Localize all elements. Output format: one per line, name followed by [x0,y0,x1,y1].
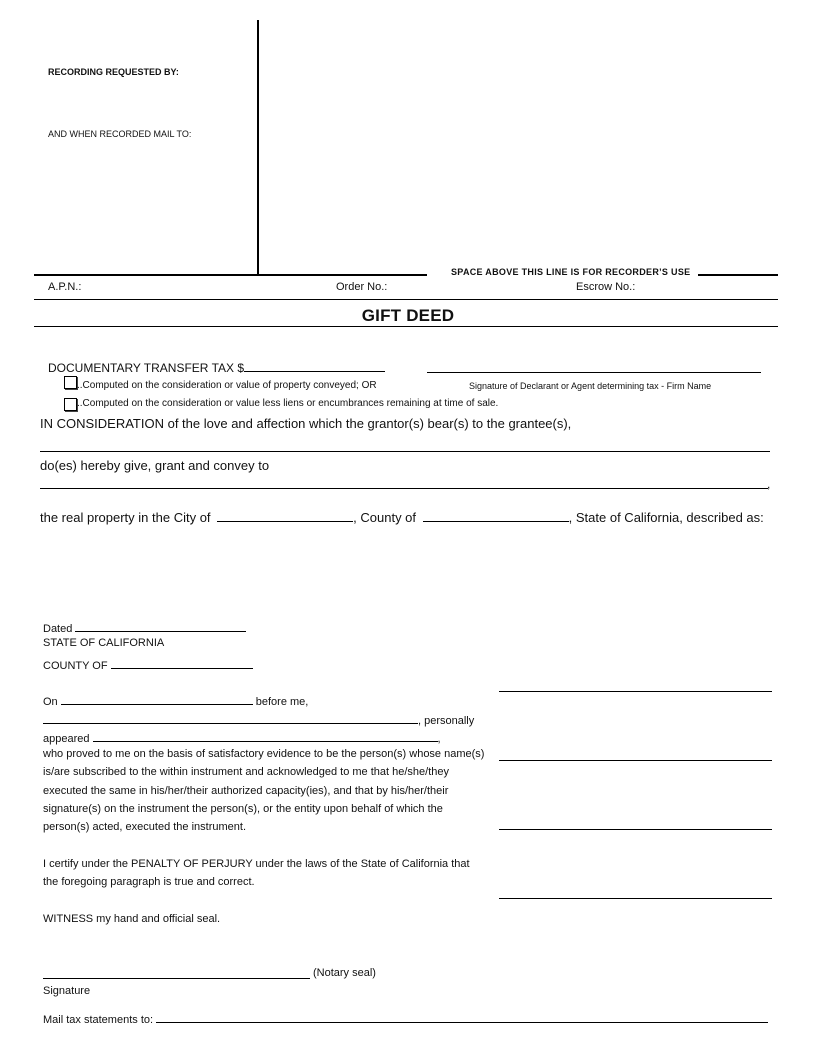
consideration-text: IN CONSIDERATION of the love and affection which the grantor(s) bear(s) to the grantee(s), [40,416,572,431]
escrow-no-label: Escrow No.: [576,281,636,293]
notary-paragraph-line: is/are subscribed to the within instrument and acknowledged to me that he/she/they [43,766,450,778]
notary-name-line [43,711,474,727]
perjury-line: the foregoing paragraph is true and correct. [43,876,255,888]
order-no-label: Order No.: [336,281,388,293]
give-grant-text: do(es) hereby give, grant and convey to [40,458,270,473]
title-bottom-rule [34,326,778,327]
notary-paragraph-line: executed the same in his/her/their authorized capacity(ies), and that by his/her/their [43,785,449,797]
recorder-use-label: SPACE ABOVE THIS LINE IS FOR RECORDER’S USE [451,267,691,277]
before-me-label: before me, [255,696,309,708]
notary-name-field[interactable] [43,711,418,724]
county-of-label: COUNTY OF [43,660,108,672]
option-consideration-checkbox[interactable] [64,376,77,389]
mail-tax-line [43,1010,768,1026]
notary-paragraph-line: who proved to me on the basis of satisfactory evidence to be the person(s) whose name(s) [43,748,485,760]
on-date-line [43,692,308,708]
city-field[interactable] [217,509,353,522]
recording-requested-by-label: RECORDING REQUESTED BY: [48,67,179,77]
apn-label: A.P.N.: [48,281,82,293]
declarant-signature-line[interactable] [427,372,761,373]
page-title: GIFT DEED [361,306,455,325]
option-less-liens-checkbox[interactable] [64,398,77,411]
state-suffix: , State of California, described as: [568,510,764,525]
property-description-line [40,509,764,525]
city-prefix: the real property in the City of [40,510,211,525]
state-of-california: STATE OF CALIFORNIA [43,637,165,649]
appeared-line [43,729,441,745]
recorder-line-right [698,274,778,276]
grantor-signature-line[interactable] [499,898,772,899]
dated-line [43,619,246,635]
grantor-signature-line[interactable] [499,691,772,692]
grantor-signature-line[interactable] [499,829,772,830]
perjury-line: I certify under the PENALTY OF PERJURY under the laws of the State of California that [43,858,470,870]
header-vertical-divider [257,20,259,276]
transfer-tax-text: DOCUMENTARY TRANSFER TAX $ [48,361,245,375]
dated-field[interactable] [75,619,246,632]
mail-tax-field[interactable] [156,1010,768,1023]
option-less-liens-label: ..Computed on the consideration or value less liens or encumbrances remaining at time of sale. [77,398,499,409]
appeared-comma: , [437,733,441,745]
grantor-signature-line[interactable] [499,760,772,761]
recorder-line-left [34,274,427,276]
grantee-name-line[interactable] [40,488,768,489]
on-label: On [43,696,58,708]
option-consideration-label: ..Computed on the consideration or value of property conveyed; OR [77,380,377,391]
witness-text: WITNESS my hand and official seal. [43,913,221,925]
mail-tax-label: Mail tax statements to: [43,1014,154,1026]
dated-label: Dated [43,623,73,635]
county-field[interactable] [423,509,569,522]
notary-seal-label: (Notary seal) [313,967,376,979]
grantee-line-comma: , [767,477,771,491]
county-label: , County of [353,510,417,525]
notary-signature-line[interactable] [43,978,310,979]
signature-label: Signature [43,985,91,997]
county-of-line [43,656,253,672]
title-top-rule [34,299,778,300]
appeared-field[interactable] [93,729,438,742]
appeared-label: appeared [43,733,90,745]
on-date-field[interactable] [61,692,253,705]
notary-paragraph-line: signature(s) on the instrument the person(s), or the entity upon behalf of which the [43,803,443,815]
declarant-signature-caption: Signature of Declarant or Agent determining tax - Firm Name [469,381,712,391]
county-of-field[interactable] [111,656,253,669]
mail-to-label: AND WHEN RECORDED MAIL TO: [48,129,192,139]
grantor-name-line[interactable] [40,451,770,452]
notary-paragraph-line: person(s) acted, executed the instrument. [43,821,246,833]
transfer-tax-amount-field[interactable] [244,359,385,372]
transfer-tax-label [48,359,385,375]
personally-label: , personally [418,715,475,727]
